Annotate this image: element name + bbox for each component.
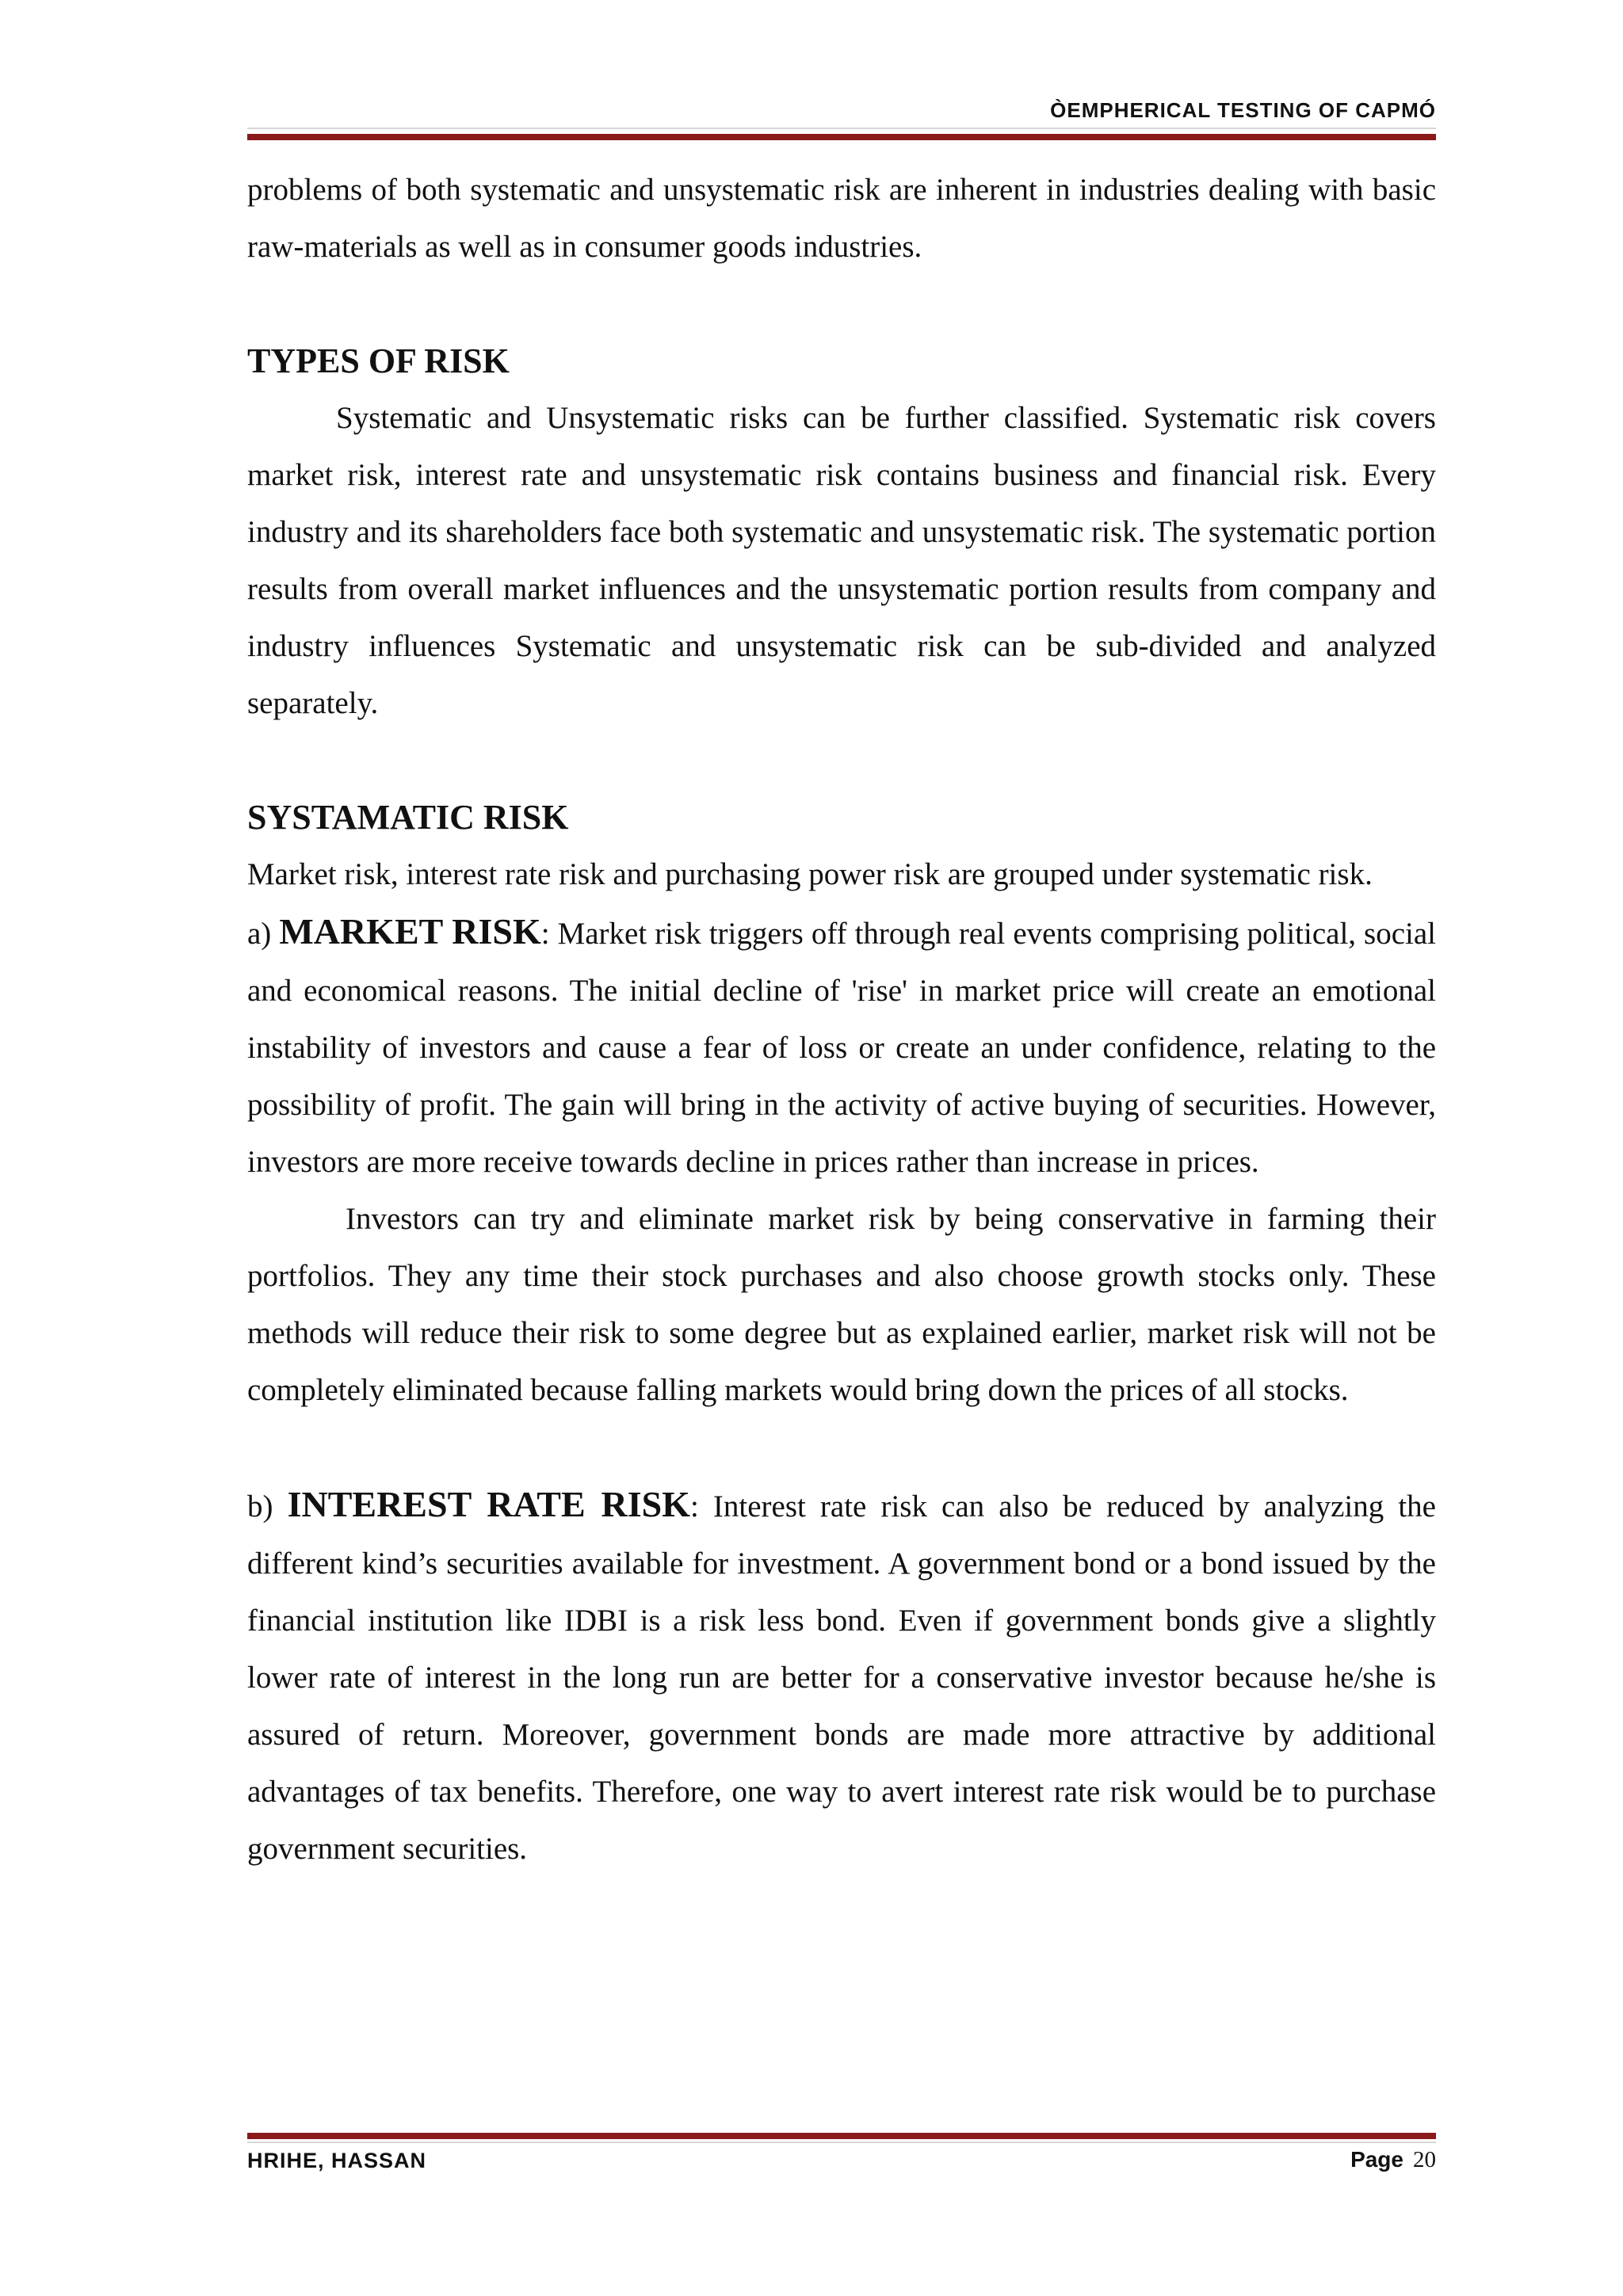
- intro-paragraph: problems of both systematic and unsystematic risk are inherent in industries dealing with basic raw-materials as well as in consumer goods industries.: [247, 173, 1436, 264]
- footer-page-number: [1350, 2147, 1436, 2173]
- interest-rate-risk-prefix: b): [247, 1489, 273, 1524]
- header-rule-thin: [247, 128, 1436, 129]
- footer-rule-thin: [247, 2142, 1436, 2143]
- market-risk-paragraph: [247, 903, 1436, 1191]
- market-risk-prefix: a): [247, 917, 272, 951]
- spacer: [247, 276, 1436, 333]
- page-label: Page: [1350, 2147, 1403, 2172]
- spacer: [247, 1419, 1436, 1476]
- footer-rule-thick: [247, 2133, 1436, 2139]
- interest-rate-risk-text: : Interest rate risk can also be reduced by analyzing the different kind’s securities available for investment. A government bond or a bond issued by the financial institution like IDBI is a risk less bond. Even if government bonds give a slightly lower rate of interest in the long run are better for a conservative investor because he/she is assured of return. Moreover, government bonds are made more attractive by additional advantages of tax benefits. Therefore, one way to avert interest rate risk would be to purchase government securities.: [247, 1489, 1436, 1866]
- footer-author: HRIHE, HASSAN: [247, 2149, 427, 2172]
- interest-rate-risk-label: INTEREST RATE RISK: [287, 1484, 690, 1524]
- running-header-title: ÒEMPHERICAL TESTING OF CAPMÓ: [1050, 98, 1436, 122]
- spacer: [247, 732, 1436, 789]
- systematic-risk-heading: SYSTAMATIC RISK: [247, 798, 569, 837]
- types-of-risk-paragraph: Systematic and Unsystematic risks can be further classified. Systematic risk covers market risk, interest rate and unsystematic risk contains business and financial risk. Every industry and its shareholders face both systematic and unsystematic risk. The systematic portion results from overall market influences and the unsystematic portion results from company and industry influences Systematic and unsystematic risk can be sub-divided and analyzed separately.: [247, 401, 1436, 720]
- page-body: [247, 162, 1436, 1878]
- systematic-risk-paragraph: Market risk, interest rate risk and purchasing power risk are grouped under systematic risk.: [247, 857, 1373, 891]
- market-risk-label: MARKET RISK: [279, 911, 541, 952]
- market-risk-text: : Market risk triggers off through real events comprising political, social and economical reasons. The initial decline of 'rise' in market price will create an emotional instability of investors and cause a fear of loss or create an under confidence, relating to the possibility of profit. The gain will bring in the activity of active buying of securities. However, investors are more receive towards decline in prices rather than increase in prices.: [247, 917, 1437, 1179]
- header-rule-thick: [247, 134, 1436, 140]
- types-of-risk-heading: TYPES OF RISK: [247, 341, 510, 380]
- page-number: 20: [1413, 2147, 1436, 2172]
- market-risk-paragraph-2: Investors can try and eliminate market risk by being conservative in farming their portfolios. They any time their stock purchases and also choose growth stocks only. These methods will reduce their risk to some degree but as explained earlier, market risk will not be completely eliminated because falling markets would bring down the prices of all stocks.: [247, 1202, 1436, 1407]
- interest-rate-risk-paragraph: [247, 1476, 1436, 1878]
